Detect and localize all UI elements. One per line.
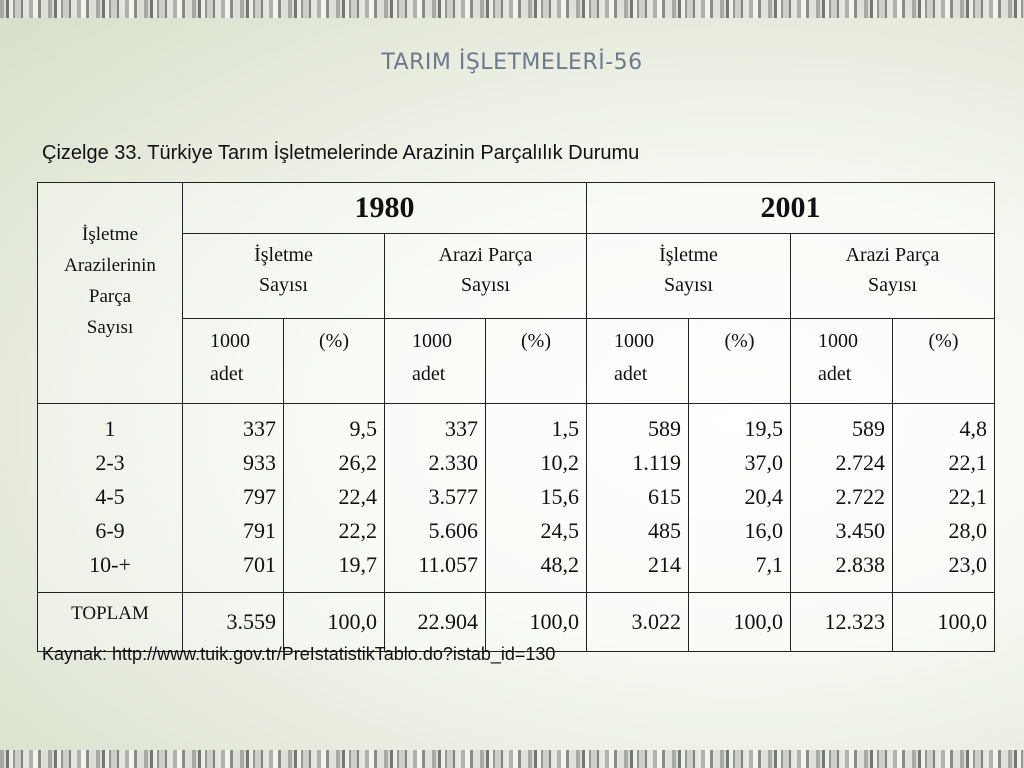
value-cell: 28,0 <box>948 518 987 543</box>
value-column-1980-isletme-adet <box>183 404 284 593</box>
total-cell: 100,0 <box>893 593 995 652</box>
value-cell: 1.119 <box>632 450 681 475</box>
unit-line: adet <box>818 363 852 385</box>
group-header-line: İşletme <box>254 244 313 266</box>
unit-header-adet <box>385 319 486 404</box>
unit-line: 1000 <box>412 330 452 352</box>
total-cell: 100,0 <box>689 593 791 652</box>
value-cell: 10,2 <box>540 450 579 475</box>
group-header-line: Sayısı <box>868 274 917 296</box>
unit-line: 1000 <box>210 330 250 352</box>
group-header-line: Sayısı <box>664 274 713 296</box>
value-cell: 2.330 <box>428 450 478 475</box>
value-column-1980-isletme-pct <box>284 404 385 593</box>
value-cell: 11.057 <box>418 552 478 577</box>
group-header-line: Sayısı <box>259 274 308 296</box>
value-cell: 589 <box>648 416 681 441</box>
value-cell: 337 <box>445 416 478 441</box>
total-row-label: TOPLAM <box>38 593 183 652</box>
unit-header-adet <box>587 319 689 404</box>
slide-title: TARIM İŞLETMELERİ-56 <box>381 50 643 75</box>
value-cell: 1,5 <box>551 416 579 441</box>
unit-line: adet <box>412 363 446 385</box>
value-column-1980-arazi-adet <box>385 404 486 593</box>
value-cell: 22,2 <box>338 518 377 543</box>
category-cell: 6-9 <box>95 518 125 543</box>
decorative-top-stripe <box>0 0 1024 18</box>
value-cell: 22,1 <box>948 484 987 509</box>
value-cell: 37,0 <box>744 450 783 475</box>
value-cell: 3.577 <box>428 484 478 509</box>
value-cell: 24,5 <box>540 518 579 543</box>
group-header-isletme-1980 <box>183 234 385 319</box>
value-cell: 48,2 <box>540 552 579 577</box>
group-header-isletme-2001 <box>587 234 791 319</box>
unit-header-percent: (%) <box>284 319 385 404</box>
unit-header-percent: (%) <box>689 319 791 404</box>
value-cell: 485 <box>648 518 681 543</box>
value-cell: 22,4 <box>338 484 377 509</box>
unit-line: adet <box>210 363 244 385</box>
value-cell: 22,1 <box>948 450 987 475</box>
value-cell: 5.606 <box>428 518 478 543</box>
value-column-2001-arazi-pct <box>893 404 995 593</box>
value-cell: 26,2 <box>338 450 377 475</box>
corner-header-line: Sayısı <box>86 317 134 338</box>
corner-header-line: İşletme <box>82 224 138 245</box>
total-cell: 3.559 <box>183 593 284 652</box>
total-cell: 100,0 <box>486 593 587 652</box>
value-cell: 15,6 <box>540 484 579 509</box>
unit-header-percent: (%) <box>486 319 587 404</box>
value-cell: 337 <box>243 416 276 441</box>
category-column <box>38 404 183 593</box>
category-cell: 2-3 <box>95 450 125 475</box>
value-column-2001-isletme-pct <box>689 404 791 593</box>
value-cell: 4,8 <box>959 416 987 441</box>
group-header-line: Sayısı <box>461 274 510 296</box>
unit-header-percent: (%) <box>893 319 995 404</box>
value-cell: 9,5 <box>349 416 377 441</box>
category-cell: 4-5 <box>95 484 125 509</box>
corner-header-line: Parça <box>88 286 132 307</box>
total-cell: 100,0 <box>284 593 385 652</box>
group-header-line: Arazi Parça <box>438 244 533 266</box>
value-cell: 3.450 <box>835 518 885 543</box>
value-cell: 7,1 <box>755 552 783 577</box>
category-cell: 1 <box>104 416 116 441</box>
year-header-1980: 1980 <box>183 183 587 234</box>
value-cell: 2.724 <box>835 450 885 475</box>
value-cell: 589 <box>852 416 885 441</box>
total-cell: 22.904 <box>385 593 486 652</box>
unit-line: adet <box>614 363 648 385</box>
value-cell: 214 <box>648 552 681 577</box>
corner-header-line: Arazilerinin <box>64 255 156 276</box>
corner-header <box>38 183 183 404</box>
unit-line: 1000 <box>818 330 858 352</box>
total-cell: 3.022 <box>587 593 689 652</box>
decorative-bottom-stripe <box>0 750 1024 768</box>
table-caption: Çizelge 33. Türkiye Tarım İşletmelerinde Arazinin Parçalılık Durumu <box>42 142 640 164</box>
value-column-2001-arazi-adet <box>791 404 893 593</box>
value-cell: 615 <box>648 484 681 509</box>
value-cell: 701 <box>243 552 276 577</box>
data-table <box>37 182 995 652</box>
value-column-2001-isletme-adet <box>587 404 689 593</box>
value-cell: 797 <box>243 484 276 509</box>
unit-line: 1000 <box>614 330 654 352</box>
group-header-line: Arazi Parça <box>845 244 940 266</box>
value-cell: 933 <box>243 450 276 475</box>
value-cell: 20,4 <box>744 484 783 509</box>
unit-header-adet <box>183 319 284 404</box>
value-cell: 23,0 <box>948 552 987 577</box>
unit-header-adet <box>791 319 893 404</box>
value-cell: 19,5 <box>744 416 783 441</box>
value-cell: 16,0 <box>744 518 783 543</box>
year-header-2001: 2001 <box>587 183 995 234</box>
value-cell: 19,7 <box>338 552 377 577</box>
category-cell: 10-+ <box>89 552 131 577</box>
group-header-line: İşletme <box>659 244 718 266</box>
total-cell: 12.323 <box>791 593 893 652</box>
value-cell: 791 <box>243 518 276 543</box>
value-cell: 2.722 <box>835 484 885 509</box>
group-header-arazi-1980 <box>385 234 587 319</box>
group-header-arazi-2001 <box>791 234 995 319</box>
value-cell: 2.838 <box>835 552 885 577</box>
source-note: Kaynak: http://www.tuik.gov.tr/PreIstatistikTablo.do?istab_id=130 <box>42 644 556 664</box>
value-column-1980-arazi-pct <box>486 404 587 593</box>
